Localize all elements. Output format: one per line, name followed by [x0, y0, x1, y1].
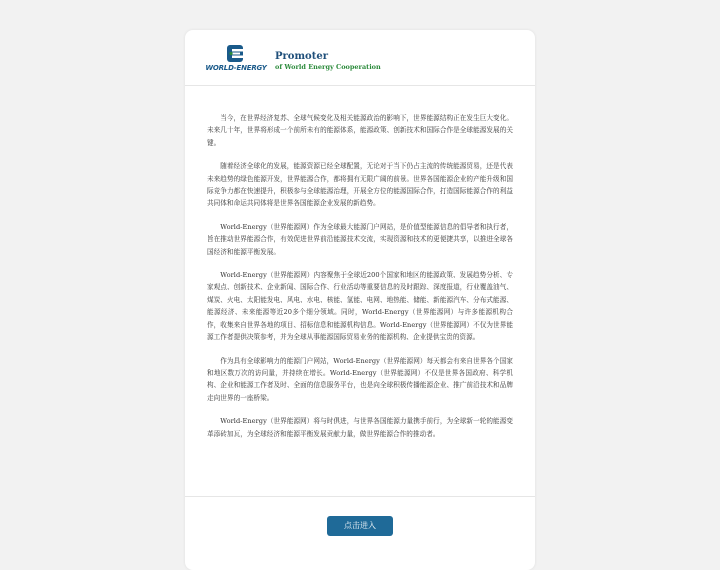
intro-paragraph: 作为具有全球影响力的能源门户网站，World-Energy（世界能源网）每天都会有来自世界各个国家和地区数万次的访问量，并持续在增长。World-Energy（世界能源网）不仅是世界各国政府、科学机构、企业和能源工作者及时、全面的信息服务平台，也是向全球积极传播能源企业、推广前沿技术和品牌走向世界的一座桥梁。 — [207, 356, 513, 402]
brand — [275, 51, 381, 72]
header — [185, 30, 535, 86]
world-energy-logo — [205, 44, 267, 74]
intro-card — [185, 30, 535, 570]
intro-paragraph: World-Energy（世界能源网）将与时俱进，与世界各国能源力量携手前行，为全球新一轮的能源变革添砖加瓦，为全球经济和能源平衡发展贡献力量，做世界能源合作的推动者。 — [207, 417, 513, 438]
energy-e-logo-icon — [205, 44, 267, 64]
intro-paragraph: World-Energy（世界能源网）作为全球最大能源门户网站，是价值型能源信息的倡导者和执行者，旨在推动世界能源合作，有效促进世界前沿能源技术交流，实现资源和技术的更便捷共享，以推进全球各国经济和能源平衡发展。 — [207, 222, 513, 256]
footer-divider — [185, 496, 535, 497]
brand-title: Promoter — [275, 51, 328, 62]
brand-subtitle: of World Energy Cooperation — [275, 63, 381, 71]
intro-content — [185, 86, 535, 440]
intro-paragraph: 当今，在世界经济复苏、全球气候变化及相关能源政治的影响下，世界能源结构正在发生巨大变化。未来几十年，世界将形成一个前所未有的能源体系，能源政策、创新技术和国际合作是全球能源发展的关键。 — [207, 114, 513, 147]
intro-paragraph: 随着经济全球化的发展，能源资源已经全球配置，无论对于当下仍占主流的传统能源贸易，还是代表未来趋势的绿色能源开发，世界能源合作，都将拥有无限广阔的前景。世界各国能源企业的产能升级和国际竞争力都在快速提升，积极参与全球能源治理，开展全方位的能源国际合作，打造国际能源合作的利益共同体和命运共同体将是世界各国能源企业发展的新趋势。 — [207, 162, 513, 208]
logo-text: WORLD-ENERGY — [205, 64, 267, 72]
enter-button[interactable]: 点击进入 — [327, 516, 393, 536]
intro-paragraph: World-Energy（世界能源网）内容聚焦于全球近200个国家和地区的能源政策、发展趋势分析、专家观点、创新技术、企业新闻、国际合作、行业活动等重要信息的及时跟踪、深度报道，行业覆盖油气、煤炭、火电、太阳能发电、风电、水电、核能、氢能、电网、地热能、储能、新能源汽车、分布式能源、能源经济、未来能源等近20多个细分领域。同时，World-Energy（世界能源网）与许多能源机构合作，收集来自世界各地的项目、招标信息和能源机构信息。World-Energy（世界能源网）不仅为世界能源工作者提供决策参考，并为全球从事能源国际贸易业务的能源机构、企业提供宝贵的资源。 — [207, 271, 513, 342]
